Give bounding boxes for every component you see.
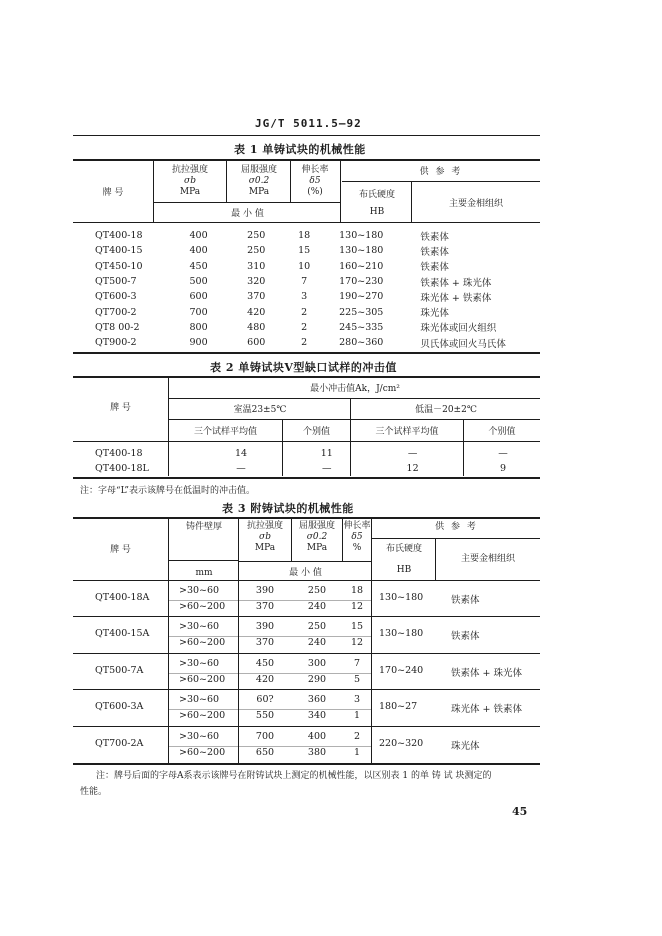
table3-thickness: >30~60	[179, 621, 220, 633]
table1-grade: QT900-2	[95, 337, 137, 349]
table3-yield: 380	[307, 746, 327, 758]
table3-hardness: 130~180	[379, 628, 424, 640]
table3-tensile: 370	[255, 637, 275, 649]
table1-hardness: 280~360	[339, 337, 384, 349]
table2-col-room-single: 个别值	[302, 427, 330, 437]
table3-thickness: >30~60	[179, 730, 220, 742]
table1-hardness: 170~230	[339, 276, 384, 288]
table1-structure: 珠光体或回火组织	[420, 323, 497, 335]
table2-col-low-avg: 三个试样平均值	[375, 427, 439, 437]
table3-group	[73, 690, 540, 726]
t1-vline-c	[290, 160, 291, 202]
table1-yield: 250	[247, 230, 266, 242]
table1-col-grade: 牌 号	[102, 188, 124, 198]
table1-tensile: 500	[189, 276, 208, 288]
table3-hardness: 180~27	[379, 701, 418, 713]
table3-structure: 珠光体 + 铁素体	[451, 704, 522, 716]
table3-elong: 2	[353, 730, 361, 742]
table3-group	[73, 581, 540, 617]
table3-row-separator	[169, 636, 372, 637]
table2-col-impact: 最小冲击值Ak，J/cm²	[310, 384, 400, 394]
table1-grade: QT400-15	[95, 245, 143, 257]
header-rule	[73, 135, 540, 136]
table3-tensile: 650	[255, 746, 275, 758]
t1-vline-d	[340, 160, 341, 222]
t1-vline-a	[153, 160, 154, 222]
table3-elong: 15	[350, 621, 364, 633]
table1-tensile: 400	[189, 245, 208, 257]
table3-elong: 1	[353, 710, 361, 722]
table3-tensile: 420	[255, 673, 275, 685]
table1-tensile: 900	[189, 337, 208, 349]
table3-thickness: >60~200	[179, 637, 226, 649]
table1-elong: 15	[298, 245, 311, 257]
table1-yield: 250	[247, 245, 266, 257]
table1-col-structure: 主要金相组织	[448, 199, 503, 209]
table3-yield: 340	[307, 710, 327, 722]
table1-col-ref: 供 参 考	[419, 167, 463, 177]
table3-bottom-rule	[73, 763, 540, 765]
table3-structure: 珠光体	[451, 740, 480, 752]
t3-unit-rule	[169, 560, 239, 561]
table1-structure: 铁素体 + 珠光体	[420, 277, 492, 289]
table1-yield: 480	[247, 321, 266, 333]
table3-caption: 表 3 附铸试块的机械性能	[222, 502, 354, 515]
t2-header-bottom-rule	[73, 441, 540, 442]
table2-room-single: —	[322, 463, 332, 475]
table2-low-single: —	[498, 448, 508, 460]
table1-hardness: 190~270	[339, 291, 384, 303]
table3-structure: 铁素体	[451, 631, 480, 643]
table3-row-separator	[169, 709, 372, 710]
table3-min-label: 最 小 值	[289, 568, 322, 578]
table3-thickness: >30~60	[179, 585, 220, 596]
table1-grade: QT8 00-2	[95, 321, 140, 333]
table1-elong: 3	[301, 291, 308, 303]
table3-top-rule	[73, 517, 540, 519]
table2-note: 注：字母“L”表示该牌号在低温时的冲击值。	[80, 486, 256, 496]
table3-grade: QT400-15A	[95, 628, 150, 640]
table1-row	[73, 320, 540, 335]
table1-caption: 表 1 单铸试块的机械性能	[234, 143, 366, 156]
table3-group	[73, 654, 540, 690]
table1-structure: 珠光体 + 铁素体	[420, 292, 492, 304]
table2-col-room: 室温23±5℃	[233, 405, 287, 415]
table1-yield: 600	[247, 337, 266, 349]
table3-tensile: 60?	[256, 694, 274, 706]
t2-rule-b	[169, 419, 540, 420]
t1-min-rule	[154, 202, 340, 203]
table3-grade: QT600-3A	[95, 701, 144, 713]
table3-elong: 3	[353, 694, 361, 706]
table1-structure: 珠光体	[420, 308, 449, 320]
table3-col-ref: 供 参 考	[435, 522, 478, 532]
table1-elong: 18	[298, 230, 311, 242]
table1-elong: 7	[301, 276, 308, 288]
standard-code: JG/T 5011.5—92	[255, 117, 362, 130]
table3-thickness: >60~200	[179, 601, 226, 612]
table3-col-grade: 牌 号	[110, 545, 131, 555]
table1-yield: 310	[247, 260, 266, 272]
table2-row	[73, 461, 540, 476]
table1-tensile: 700	[189, 306, 208, 318]
table3-thickness: >60~200	[179, 673, 226, 685]
table1-col-yield: 屈服强度 σ0.2 MPa	[240, 165, 277, 197]
table2-room-avg: 14	[234, 448, 248, 460]
table2-low-avg: —	[407, 448, 418, 460]
table1-min-label: 最 小 值	[231, 209, 264, 219]
table3-note-line2: 性能。	[80, 787, 108, 797]
table1-tensile: 450	[189, 260, 208, 272]
table1-bottom-rule	[73, 352, 540, 354]
table3-yield: 400	[307, 730, 327, 742]
t3-vline-f	[435, 538, 436, 580]
table1-col-elong: 伸长率 δ5 (%)	[301, 165, 329, 197]
table1-top-rule	[73, 159, 540, 161]
table3-col-structure: 主要金相组织	[460, 554, 515, 564]
table3-hardness: 130~180	[379, 592, 424, 603]
table1-elong: 2	[301, 306, 308, 318]
table2-caption: 表 2 单铸试块V型缺口试样的冲击值	[210, 361, 397, 374]
table1-grade: QT450-10	[95, 260, 143, 272]
table3-yield: 300	[307, 657, 327, 669]
page-number: 45	[512, 805, 528, 818]
table3-elong: 1	[353, 746, 361, 758]
t3-vline-d	[342, 518, 343, 561]
table3-col-thickness: 铸件壁厚	[185, 522, 222, 532]
table3-tensile: 550	[255, 710, 275, 722]
table1-hardness: 130~180	[339, 230, 384, 242]
table3-hardness: 170~240	[379, 664, 424, 676]
table2-col-low-single: 个别值	[488, 427, 516, 437]
table2-grade: QT400-18L	[95, 463, 149, 475]
table1-hardness: 245~335	[339, 321, 384, 333]
table3-col-elong: 伸长率 δ5 %	[343, 521, 371, 553]
table1-row	[73, 304, 540, 319]
table3-tensile: 390	[255, 621, 275, 633]
table1-row	[73, 289, 540, 304]
t1-header-bottom-rule	[73, 222, 540, 223]
table3-col-thickness-unit: mm	[195, 568, 213, 578]
table3-row-separator	[169, 746, 372, 747]
table2-low-single: 9	[500, 463, 507, 475]
table1-hardness: 160~210	[339, 260, 384, 272]
table1-tensile: 600	[189, 291, 208, 303]
table2-row	[73, 446, 540, 461]
table1-grade: QT400-18	[95, 230, 143, 242]
table3-elong: 7	[353, 657, 361, 669]
table3-structure: 铁素体 + 珠光体	[451, 667, 522, 679]
table3-yield: 250	[307, 621, 327, 633]
table2-col-room-avg: 三个试样平均值	[193, 427, 257, 437]
table1-yield: 420	[247, 306, 266, 318]
table3-grade: QT700-2A	[95, 737, 144, 749]
table3-yield: 240	[307, 601, 327, 612]
table1-tensile: 800	[189, 321, 208, 333]
table3-grade: QT400-18A	[95, 592, 150, 603]
table3-yield: 240	[307, 637, 327, 649]
table1-yield: 320	[247, 276, 266, 288]
table3-tensile: 370	[255, 601, 275, 612]
table3-tensile: 390	[255, 585, 275, 596]
table3-yield: 360	[307, 694, 327, 706]
table1-hardness: 130~180	[339, 245, 384, 257]
table2-col-grade: 牌 号	[110, 403, 131, 413]
table3-elong: 18	[350, 585, 364, 596]
table1-structure: 铁素体	[420, 231, 449, 243]
table1-row	[73, 228, 540, 243]
t1-vline-b	[226, 160, 227, 202]
t1-vline-e	[411, 182, 412, 222]
table3-group	[73, 617, 540, 653]
table3-col-tensile: 抗拉强度 σb MPa	[246, 521, 283, 553]
table3-row-separator	[169, 600, 372, 601]
table1-grade: QT700-2	[95, 306, 137, 318]
t3-vline-c	[291, 518, 292, 561]
table3-hardness: 220~320	[379, 737, 424, 749]
t3-ref-rule	[372, 538, 540, 539]
table3-yield: 250	[307, 585, 327, 596]
table2-col-low: 低温－20±2℃	[415, 405, 477, 415]
table3-col-hardness: 布氏硬度 HB	[385, 544, 422, 575]
table1-row	[73, 274, 540, 289]
table1-col-tensile: 抗拉强度 σb MPa	[171, 165, 208, 197]
table1-row	[73, 259, 540, 274]
table3-thickness: >30~60	[179, 657, 220, 669]
t3-min-rule	[239, 561, 372, 562]
t1-ref-rule	[342, 181, 540, 182]
t2-rule-a	[169, 398, 540, 399]
table1-structure: 铁素体	[420, 262, 449, 274]
table3-group	[73, 727, 540, 763]
table1-body	[73, 228, 540, 350]
table3-tensile: 450	[255, 657, 275, 669]
table2-body	[73, 446, 540, 477]
table3-elong: 5	[353, 673, 361, 685]
table2-low-avg: 12	[406, 463, 419, 475]
table3-thickness: >60~200	[179, 710, 226, 722]
table1-elong: 2	[301, 321, 308, 333]
table3-elong: 12	[350, 601, 364, 612]
table3-col-yield: 屈服强度 σ0.2 MPa	[298, 521, 335, 553]
table2-bottom-rule	[73, 477, 540, 479]
table1-grade: QT600-3	[95, 291, 137, 303]
table1-row	[73, 243, 540, 258]
table1-elong: 2	[301, 337, 308, 349]
table1-hardness: 225~305	[339, 306, 384, 318]
table3-yield: 290	[307, 673, 327, 685]
table3-structure: 铁素体	[451, 595, 480, 606]
table3-note-line1: 注：牌号后面的字母A系表示该牌号在附铸试块上测定的机械性能，以区别表 1 的单 铸 试 块测定的	[96, 771, 492, 781]
table3-elong: 12	[350, 637, 364, 649]
table2-grade: QT400-18	[95, 448, 143, 460]
table1-row	[73, 335, 540, 350]
table2-top-rule	[73, 376, 540, 378]
table1-tensile: 400	[189, 230, 208, 242]
table2-room-avg: —	[236, 463, 246, 475]
table1-yield: 370	[247, 291, 266, 303]
table2-room-single: 11	[320, 448, 333, 460]
table3-grade: QT500-7A	[95, 664, 144, 676]
table3-tensile: 700	[255, 730, 275, 742]
table1-elong: 10	[298, 260, 311, 272]
table3-row-separator	[169, 673, 372, 674]
table3-thickness: >60~200	[179, 746, 226, 758]
table1-structure: 贝氏体或回火马氏体	[420, 338, 506, 350]
table3-thickness: >30~60	[179, 694, 220, 706]
table1-col-hardness: 布氏硬度 HB	[358, 190, 395, 217]
table1-structure: 铁素体	[420, 246, 449, 258]
table1-grade: QT500-7	[95, 276, 137, 288]
